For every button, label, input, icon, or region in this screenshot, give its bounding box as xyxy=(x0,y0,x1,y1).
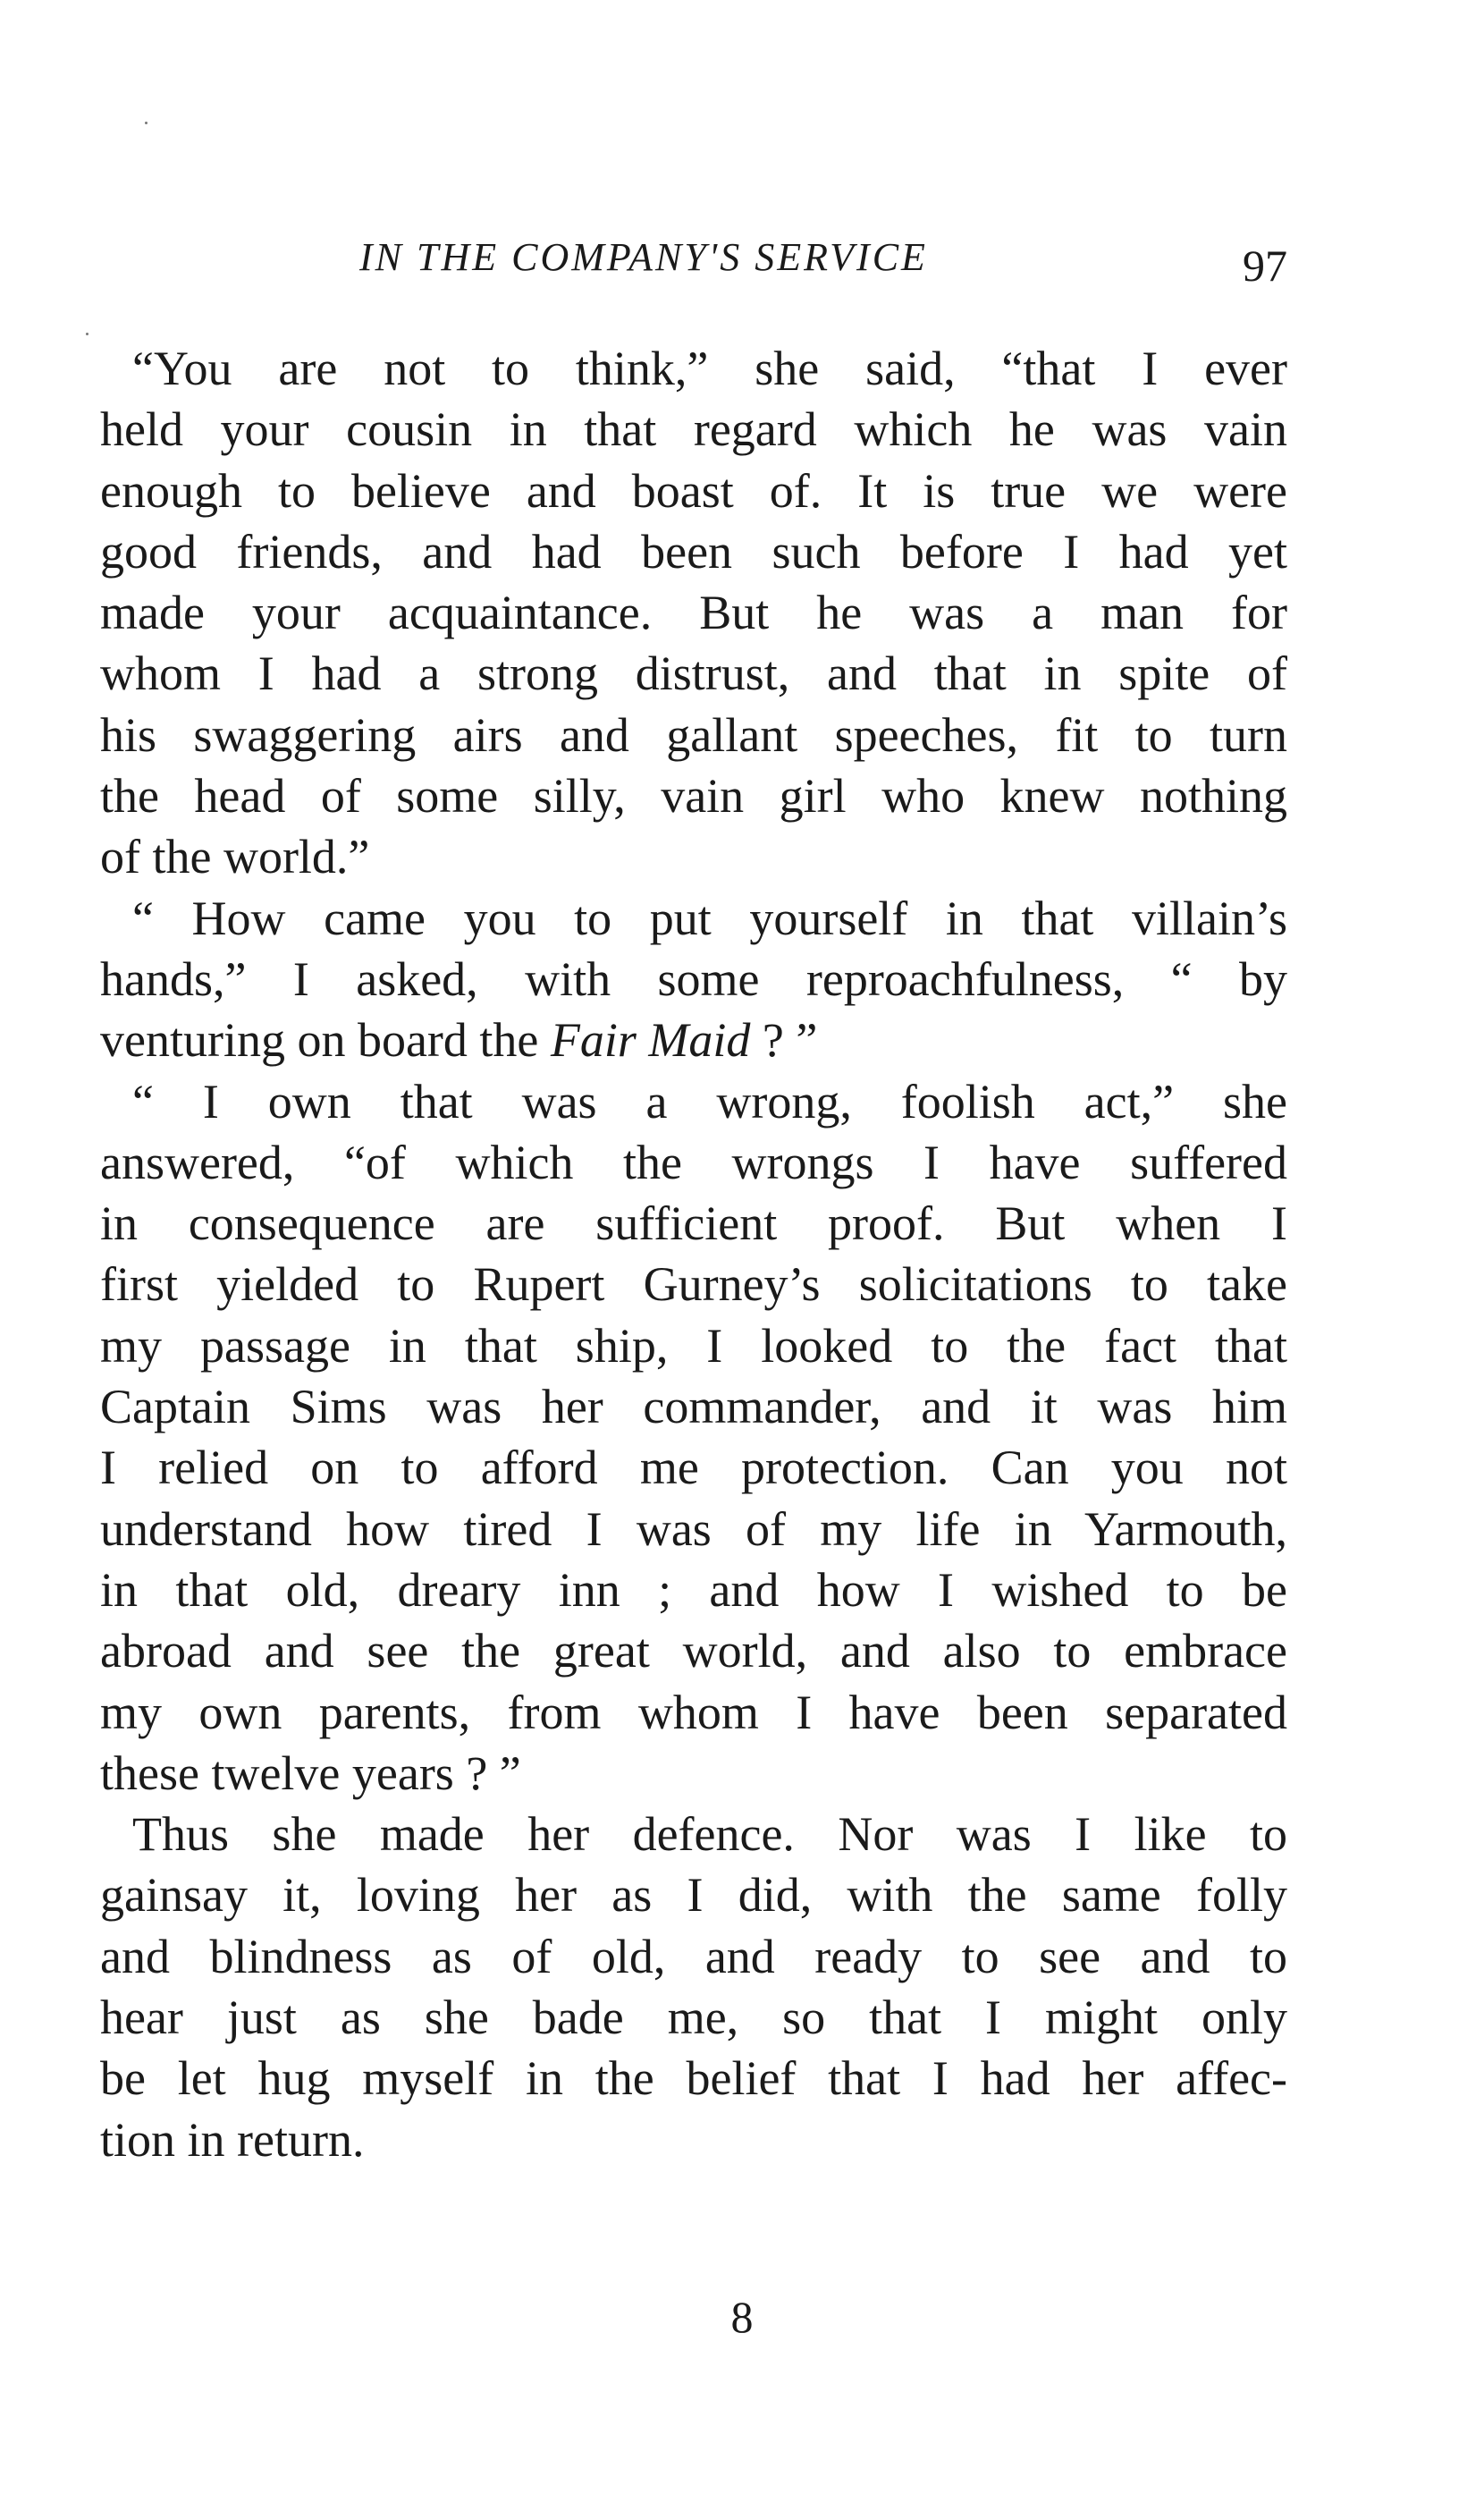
text-line: whom I had a strong distrust, and that in spite of xyxy=(100,647,1287,701)
text-line: be let hug myself in the belief that I had her affec- xyxy=(100,2051,1287,2106)
running-title: IN THE COMPANY'S SERVICE xyxy=(359,235,928,279)
running-head xyxy=(100,234,1287,297)
text-line: understand how tired I was of my life in Yarmouth, xyxy=(100,1501,1287,1556)
text-line: held your cousin in that regard which he was vain xyxy=(100,402,1287,457)
text-line: hands,” I asked, with some reproachfulness, “ by xyxy=(100,951,1287,1006)
ship-name: Fair Maid xyxy=(550,1013,751,1068)
text-line: answered, “of which the wrongs I have suffered xyxy=(100,1135,1287,1189)
text-line: abroad and see the great world, and also to embrace xyxy=(100,1624,1287,1678)
text-line: my own parents, from whom I have been separated xyxy=(100,1685,1287,1739)
text-line: enough to believe and boast of. It is true we were xyxy=(100,463,1287,518)
scan-speck xyxy=(145,122,148,124)
scan-speck xyxy=(86,333,89,335)
text-line: “You are not to think,” she said, “that I ever xyxy=(132,342,1287,395)
signature-mark: 8 xyxy=(730,2292,754,2342)
text-line: gainsay it, loving her as I did, with the same folly xyxy=(100,1868,1287,1923)
text-line: made your acquaintance. But he was a man for xyxy=(100,586,1287,640)
text-line: Captain Sims was her commander, and it was him xyxy=(100,1380,1287,1434)
text-line: in that old, dreary inn ; and how I wished to be xyxy=(100,1562,1287,1617)
text-line: “ How came you to put yourself in that villain’s xyxy=(132,891,1287,945)
text-line: and blindness as of old, and ready to see and to xyxy=(100,1929,1287,1983)
text-line: the head of some silly, vain girl who knew nothing xyxy=(100,769,1287,824)
text-line: hear just as she bade me, so that I might only xyxy=(100,1991,1287,2045)
text-line: Thus she made her defence. Nor was I like to xyxy=(132,1807,1287,1862)
text-line: venturing on board the Fair Maid ? ” xyxy=(100,1013,818,1068)
text-line: in consequence are sufficient proof. But when I xyxy=(100,1196,1287,1251)
text-line: tion in return. xyxy=(100,2112,365,2167)
text-line: his swaggering airs and gallant speeches, fit to turn xyxy=(100,707,1287,762)
text-line: my passage in that ship, I looked to the fact that xyxy=(100,1318,1287,1373)
text-line: I relied on to afford me protection. Can you not xyxy=(100,1441,1287,1495)
text-line: of the world.” xyxy=(100,830,370,884)
body-text xyxy=(100,338,1287,2170)
text-line: good friends, and had been such before I had yet xyxy=(100,524,1287,579)
page-number: 97 xyxy=(1243,241,1287,291)
text-line: first yielded to Rupert Gurney’s solicitations to take xyxy=(100,1257,1287,1312)
text-line: these twelve years ? ” xyxy=(100,1745,521,1800)
text-line: “ I own that was a wrong, foolish act,” she xyxy=(132,1074,1287,1128)
